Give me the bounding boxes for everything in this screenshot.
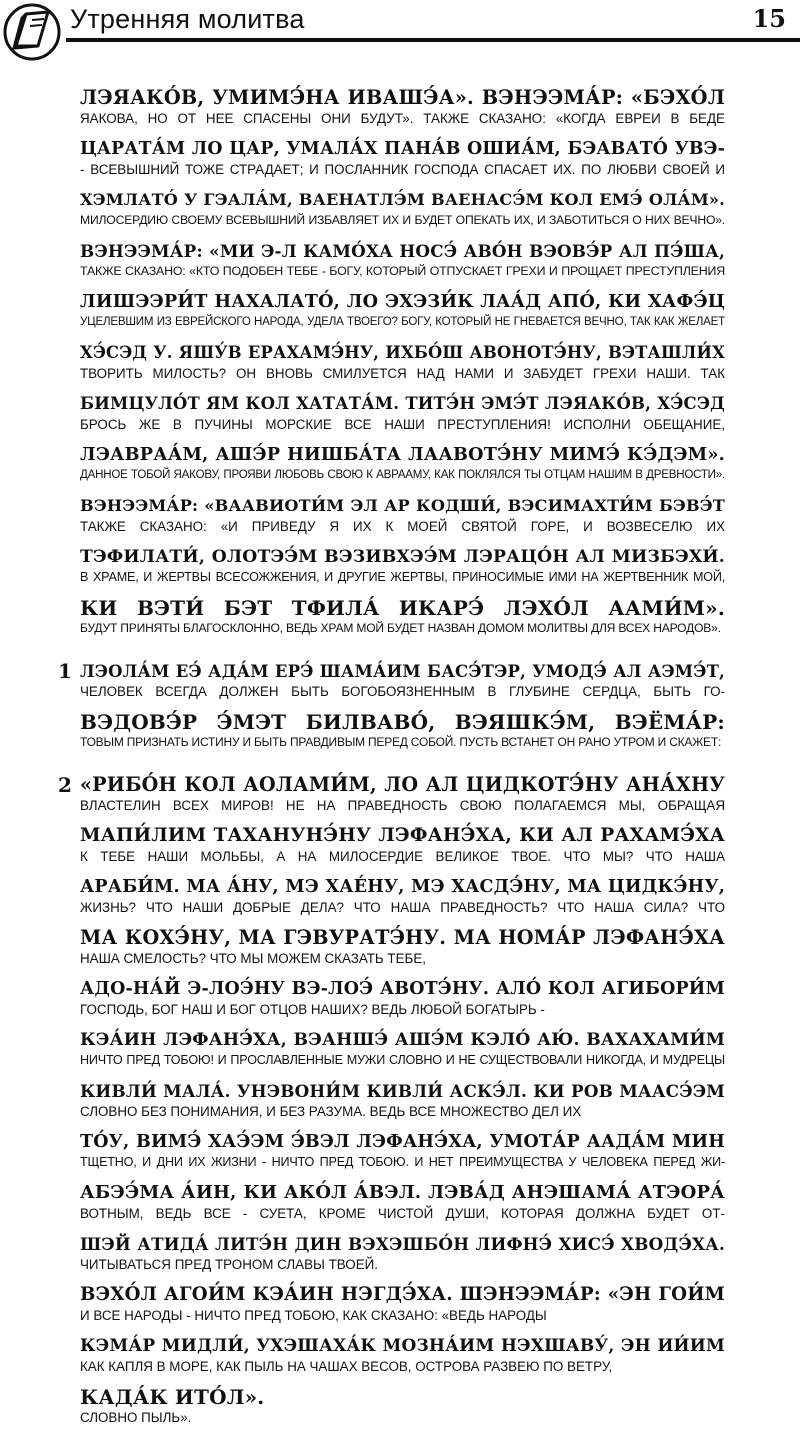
translation-line: ВЛАСТЕЛИН ВСЕХ МИРОВ! НЕ НА ПРАВЕДНОСТЬ СВОЮ ПОЛАГАЕМСЯ МЫ, ОБРАЩАЯ: [80, 798, 725, 813]
transliteration-line: КЭМА́Р МИДЛИ́, УХЭШАХА́К МОЗНА́ИМ НЭХШАВУ́, ЭН ИИ́ИМ: [80, 1336, 725, 1356]
transliteration-line: КЭА́ИН ЛЭФАНЭ́ХА, ВЭАНШЭ́ АШЭ́М КЭЛО́ АЮ́. ВАХАХАМИ́М: [80, 1030, 725, 1050]
transliteration-line: КИВЛИ́ МАЛА́. УНЭВОНИ́М КИВЛИ́ АСКЭ́Л. КИ РОВ МААСЭ́ЭМ: [80, 1081, 725, 1101]
translation-line: ЖИЗНЬ? ЧТО НАШИ ДОБРЫЕ ДЕЛА? ЧТО НАША ПРАВЕДНОСТЬ? ЧТО НАША СИЛА? ЧТО: [80, 900, 725, 915]
translation-line: ЧИТЫВАТЬСЯ ПРЕД ТРОНОМ СЛАВЫ ТВОЕЙ.: [80, 1257, 378, 1272]
translation-line: УЦЕЛЕВШИМ ИЗ ЕВРЕЙСКОГО НАРОДА, УДЕЛА ТВОЕГО? БОГУ, КОТОРЫЙ НЕ ГНЕВАЕТСЯ ВЕЧНО, ТАК КАК ЖЕЛАЕТ: [80, 316, 725, 328]
book-logo-icon: [2, 2, 62, 62]
page-number: 15: [752, 4, 786, 33]
transliteration-line: ВЭНЭЭМА́Р: «МИ Э-Л КАМО́ХА НОСЭ́ АВО́Н ВЭОВЭ́Р АЛ ПЭ́ША,: [80, 241, 725, 261]
transliteration-line: МАПИ́ЛИМ ТАХАНУНЭ́НУ ЛЭФАНЭ́ХА, КИ АЛ РАХАМЭ́ХА: [80, 825, 725, 846]
header-bar: [66, 0, 800, 42]
translation-line: ЧЕЛОВЕК ВСЕГДА ДОЛЖЕН БЫТЬ БОГОБОЯЗНЕННЫМ В ГЛУБИНЕ СЕРДЦА, БЫТЬ ГО-: [80, 684, 725, 699]
section-number: 1: [58, 659, 72, 683]
translation-line: СЛОВНО БЕЗ ПОНИМАНИЯ, И БЕЗ РАЗУМА. ВЕДЬ ВСЕ МНОЖЕСТВО ДЕЛ ИХ: [80, 1104, 582, 1119]
transliteration-line: БИМЦУЛО́Т ЯМ КОЛ ХАТАТА́М. ТИТЭ́Н ЭМЭ́Т ЛЭЯАКО́В, ХЭ́СЭД: [80, 394, 725, 413]
transliteration-line: АДО-НА́Й Э-ЛОЭ́НУ ВЭ-ЛОЭ́ АВОТЭ́НУ. АЛО́ КОЛ АГИБОРИ́М: [80, 979, 725, 999]
transliteration-line: ВЭХО́Л АГОИ́М КЭА́ИН НЭГДЭ́ХА. ШЭНЭЭМА́Р: «ЭН ГОИ́М: [80, 1284, 725, 1305]
transliteration-line: ХЭМЛАТО́ У ГЭАЛА́М, ВАЕНАТЛЭ́М ВАЕНАСЭ́М КОЛ ЕМЭ́ ОЛА́М».: [80, 190, 725, 209]
prayer-text: [58, 86, 725, 1436]
translation-line: ТЩЕТНО, И ДНИ ИХ ЖИЗНИ - НИЧТО ПРЕД ТОБОЮ. И НЕТ ПРЕИМУЩЕСТВА У ЧЕЛОВЕКА ПЕРЕД ЖИ-: [80, 1155, 725, 1169]
transliteration-line: ШЭЙ АТИДА́ ЛИТЭ́Н ДИН ВЭХЭШБО́Н ЛИФНЭ́ ХИСЭ́ ХВОДЭ́ХА.: [80, 1234, 725, 1254]
translation-line: В ХРАМЕ, И ЖЕРТВЫ ВСЕСОЖЖЕНИЯ, И ДРУГИЕ ЖЕРТВЫ, ПРИНОСИМЫЕ ИМИ НА ЖЕРТВЕННИК МОЙ,: [80, 570, 725, 584]
transliteration-line: «РИБО́Н КОЛ АОЛАМИ́М, ЛО АЛ ЦИДКОТЭ́НУ АНА́ХНУ: [80, 773, 725, 796]
translation-line: ГОСПОДЬ, БОГ НАШ И БОГ ОТЦОВ НАШИХ? ВЕДЬ ЛЮБОЙ БОГАТЫРЬ -: [80, 1002, 545, 1017]
translation-line: ТАКЖЕ СКАЗАНО: «И ПРИВЕДУ Я ИХ К МОЕЙ СВЯТОЙ ГОРЕ, И ВОЗВЕСЕЛЮ ИХ: [80, 519, 725, 534]
transliteration-line: ЛЭАВРАА́М, АШЭ́Р НИШБА́ТА ЛААВОТЭ́НУ МИМЭ́ КЭ́ДЭМ».: [80, 444, 725, 465]
translation-line: К ТЕБЕ НАШИ МОЛЬБЫ, А НА МИЛОСЕРДИЕ ВЕЛИКОЕ ТВОЕ. ЧТО МЫ? ЧТО НАША: [80, 849, 725, 864]
transliteration-line: ВЭНЭЭМА́Р: «ВААВИОТИ́М ЭЛ АР КОДШИ́, ВЭСИМАХТИ́М БЭВЭ́Т: [80, 496, 725, 515]
transliteration-line: ТО́У, ВИМЭ́ ХАЭ́ЭМ Э́ВЭЛ ЛЭФАНЭ́ХА, УМОТА́Р ААДА́М МИН: [80, 1132, 725, 1152]
transliteration-line: ХЭ́СЭД У. ЯШУ́В ЕРАХАМЭ́НУ, ИХБО́Ш АВОНОТЭ́НУ, ВЭТАШЛИ́Х: [80, 343, 725, 362]
translation-line: НАША СМЕЛОСТЬ? ЧТО МЫ МОЖЕМ СКАЗАТЬ ТЕБЕ,: [80, 951, 426, 966]
transliteration-line: ЛЭЯАКО́В, УМИМЭ́НА ИВАШЭ́А». ВЭНЭЭМА́Р: «БЭХО́Л: [80, 86, 725, 109]
transliteration-line: КИ ВЭТИ́ БЭТ ТФИЛА́ ИКАРЭ́ ЛЭХО́Л ААМИ́М».: [80, 596, 725, 620]
transliteration-line: МА КОХЭ́НУ, МА ГЭВУРАТЭ́НУ. МА НОМА́Р ЛЭФАНЭ́ХА: [80, 926, 725, 949]
translation-line: ТАКЖЕ СКАЗАНО: «КТО ПОДОБЕН ТЕБЕ - БОГУ, КОТОРЫЙ ОТПУСКАЕТ ГРЕХИ И ПРОЩАЕТ ПРЕСТУПЛЕНИЯ: [80, 264, 725, 278]
transliteration-line: ВЭДОВЭ́Р Э́МЭТ БИЛВАВО́, ВЭЯШКЭ́М, ВЭЁМА́Р:: [80, 710, 725, 734]
translation-line: - ВСЕВЫШНИЙ ТОЖЕ СТРАДАЕТ; И ПОСЛАННИК ГОСПОДА СПАСАЕТ ИХ. ПО ЛЮБВИ СВОЕЙ И: [80, 162, 725, 177]
translation-line: ТОВЫМ ПРИЗНАТЬ ИСТИНУ И БЫТЬ ПРАВДИВЫМ ПЕРЕД СОБОЙ. ПУСТЬ ВСТАНЕТ ОН РАНО УТРОМ И СКАЖЕТ:: [80, 735, 722, 749]
transliteration-line: ТЭФИЛАТИ́, ОЛОТЭЭ́М ВЭЗИВХЭЭ́М ЛЭРАЦО́Н АЛ МИЗБЭХИ́.: [80, 547, 725, 567]
translation-line: И ВСЕ НАРОДЫ - НИЧТО ПРЕД ТОБОЮ, КАК СКАЗАНО: «ВЕДЬ НАРОДЫ: [80, 1308, 547, 1323]
transliteration-line: АРАБИ́М. МА А́НУ, МЭ ХАЕ́НУ, МЭ ХАСДЭ́НУ, МА ЦИДКЭ́НУ,: [80, 877, 725, 897]
translation-line: ТВОРИТЬ МИЛОСТЬ? ОН ВНОВЬ СМИЛУЕТСЯ НАД НАМИ И ЗАБУДЕТ ГРЕХИ НАШИ. ТАК: [80, 366, 725, 381]
transliteration-line: ЛЭОЛА́М ЕЭ́ АДА́М ЕРЭ́ ШАМА́ИМ БАСЭ́ТЭР, УМОДЭ́ АЛ АЭМЭ́Т,: [80, 661, 725, 681]
translation-line: КАК КАПЛЯ В МОРЕ, КАК ПЫЛЬ НА ЧАШАХ ВЕСОВ, ОСТРОВА РАЗВЕЮ ПО ВЕТРУ,: [80, 1359, 613, 1374]
translation-line: ДАННОЕ ТОБОЙ ЯАКОВУ, ПРОЯВИ ЛЮБОВЬ СВОЮ К АВРААМУ, КАК ПОКЛЯЛСЯ ТЫ ОТЦАМ НАШИМ В ДРЕВНОСТИ».: [80, 469, 725, 481]
translation-line: НИЧТО ПРЕД ТОБОЮ! И ПРОСЛАВЛЕННЫЕ МУЖИ СЛОВНО И НЕ СУЩЕСТВОВАЛИ НИКОГДА, И МУДРЕЦЫ: [80, 1053, 725, 1067]
prayer-section: [80, 86, 725, 637]
page-header: [0, 0, 800, 58]
translation-line: СЛОВНО ПЫЛЬ».: [80, 1410, 192, 1425]
translation-line: ЯАКОВА, НО ОТ НЕЕ СПАСЕНЫ ОНИ БУДУТ». ТАКЖЕ СКАЗАНО: «КОГДА ЕВРЕИ В БЕДЕ: [80, 111, 725, 126]
translation-line: БУДУТ ПРИНЯТЫ БЛАГОСКЛОННО, ВЕДЬ ХРАМ МОЙ БУДЕТ НАЗВАН ДОМОМ МОЛИТВЫ ДЛЯ ВСЕХ НАРОДОВ».: [80, 621, 721, 635]
page-title: Утренняя молитва: [70, 4, 305, 34]
transliteration-line: ЛИШЭЭРИ́Т НАХАЛАТО́, ЛО ЭХЭЗИ́К ЛАА́Д АПО́, КИ ХАФЭ́Ц: [80, 291, 725, 312]
prayer-section: [58, 773, 725, 1426]
section-number: 2: [58, 773, 72, 797]
transliteration-line: ЦАРАТА́М ЛО ЦАР, УМАЛА́Х ПАНА́В ОШИА́М, БЭАВАТО́ УВЭ-: [80, 139, 725, 159]
transliteration-line: АБЭЭ́МА А́ИН, КИ АКО́Л А́ВЭЛ. ЛЭВА́Д АНЭШАМА́ АТЭОРА́: [80, 1182, 725, 1203]
translation-line: МИЛОСЕРДИЮ СВОЕМУ ВСЕВЫШНИЙ ИЗБАВЛЯЕТ ИХ И БУДЕТ ОПЕКАТЬ ИХ, И ЗАБОТИТЬСЯ О НИХ ВЕЧНО».: [80, 213, 725, 227]
translation-line: ВОТНЫМ, ВЕДЬ ВСЕ - СУЕТА, КРОМЕ ЧИСТОЙ ДУШИ, КОТОРАЯ ДОЛЖНА БУДЕТ ОТ-: [80, 1206, 725, 1221]
prayer-section: [58, 659, 725, 751]
transliteration-line: КАДА́К ИТО́Л».: [80, 1385, 265, 1409]
translation-line: БРОСЬ ЖЕ В ПУЧИНЫ МОРСКИЕ ВСЕ НАШИ ПРЕСТУПЛЕНИЯ! ИСПОЛНИ ОБЕЩАНИЕ,: [80, 417, 725, 432]
